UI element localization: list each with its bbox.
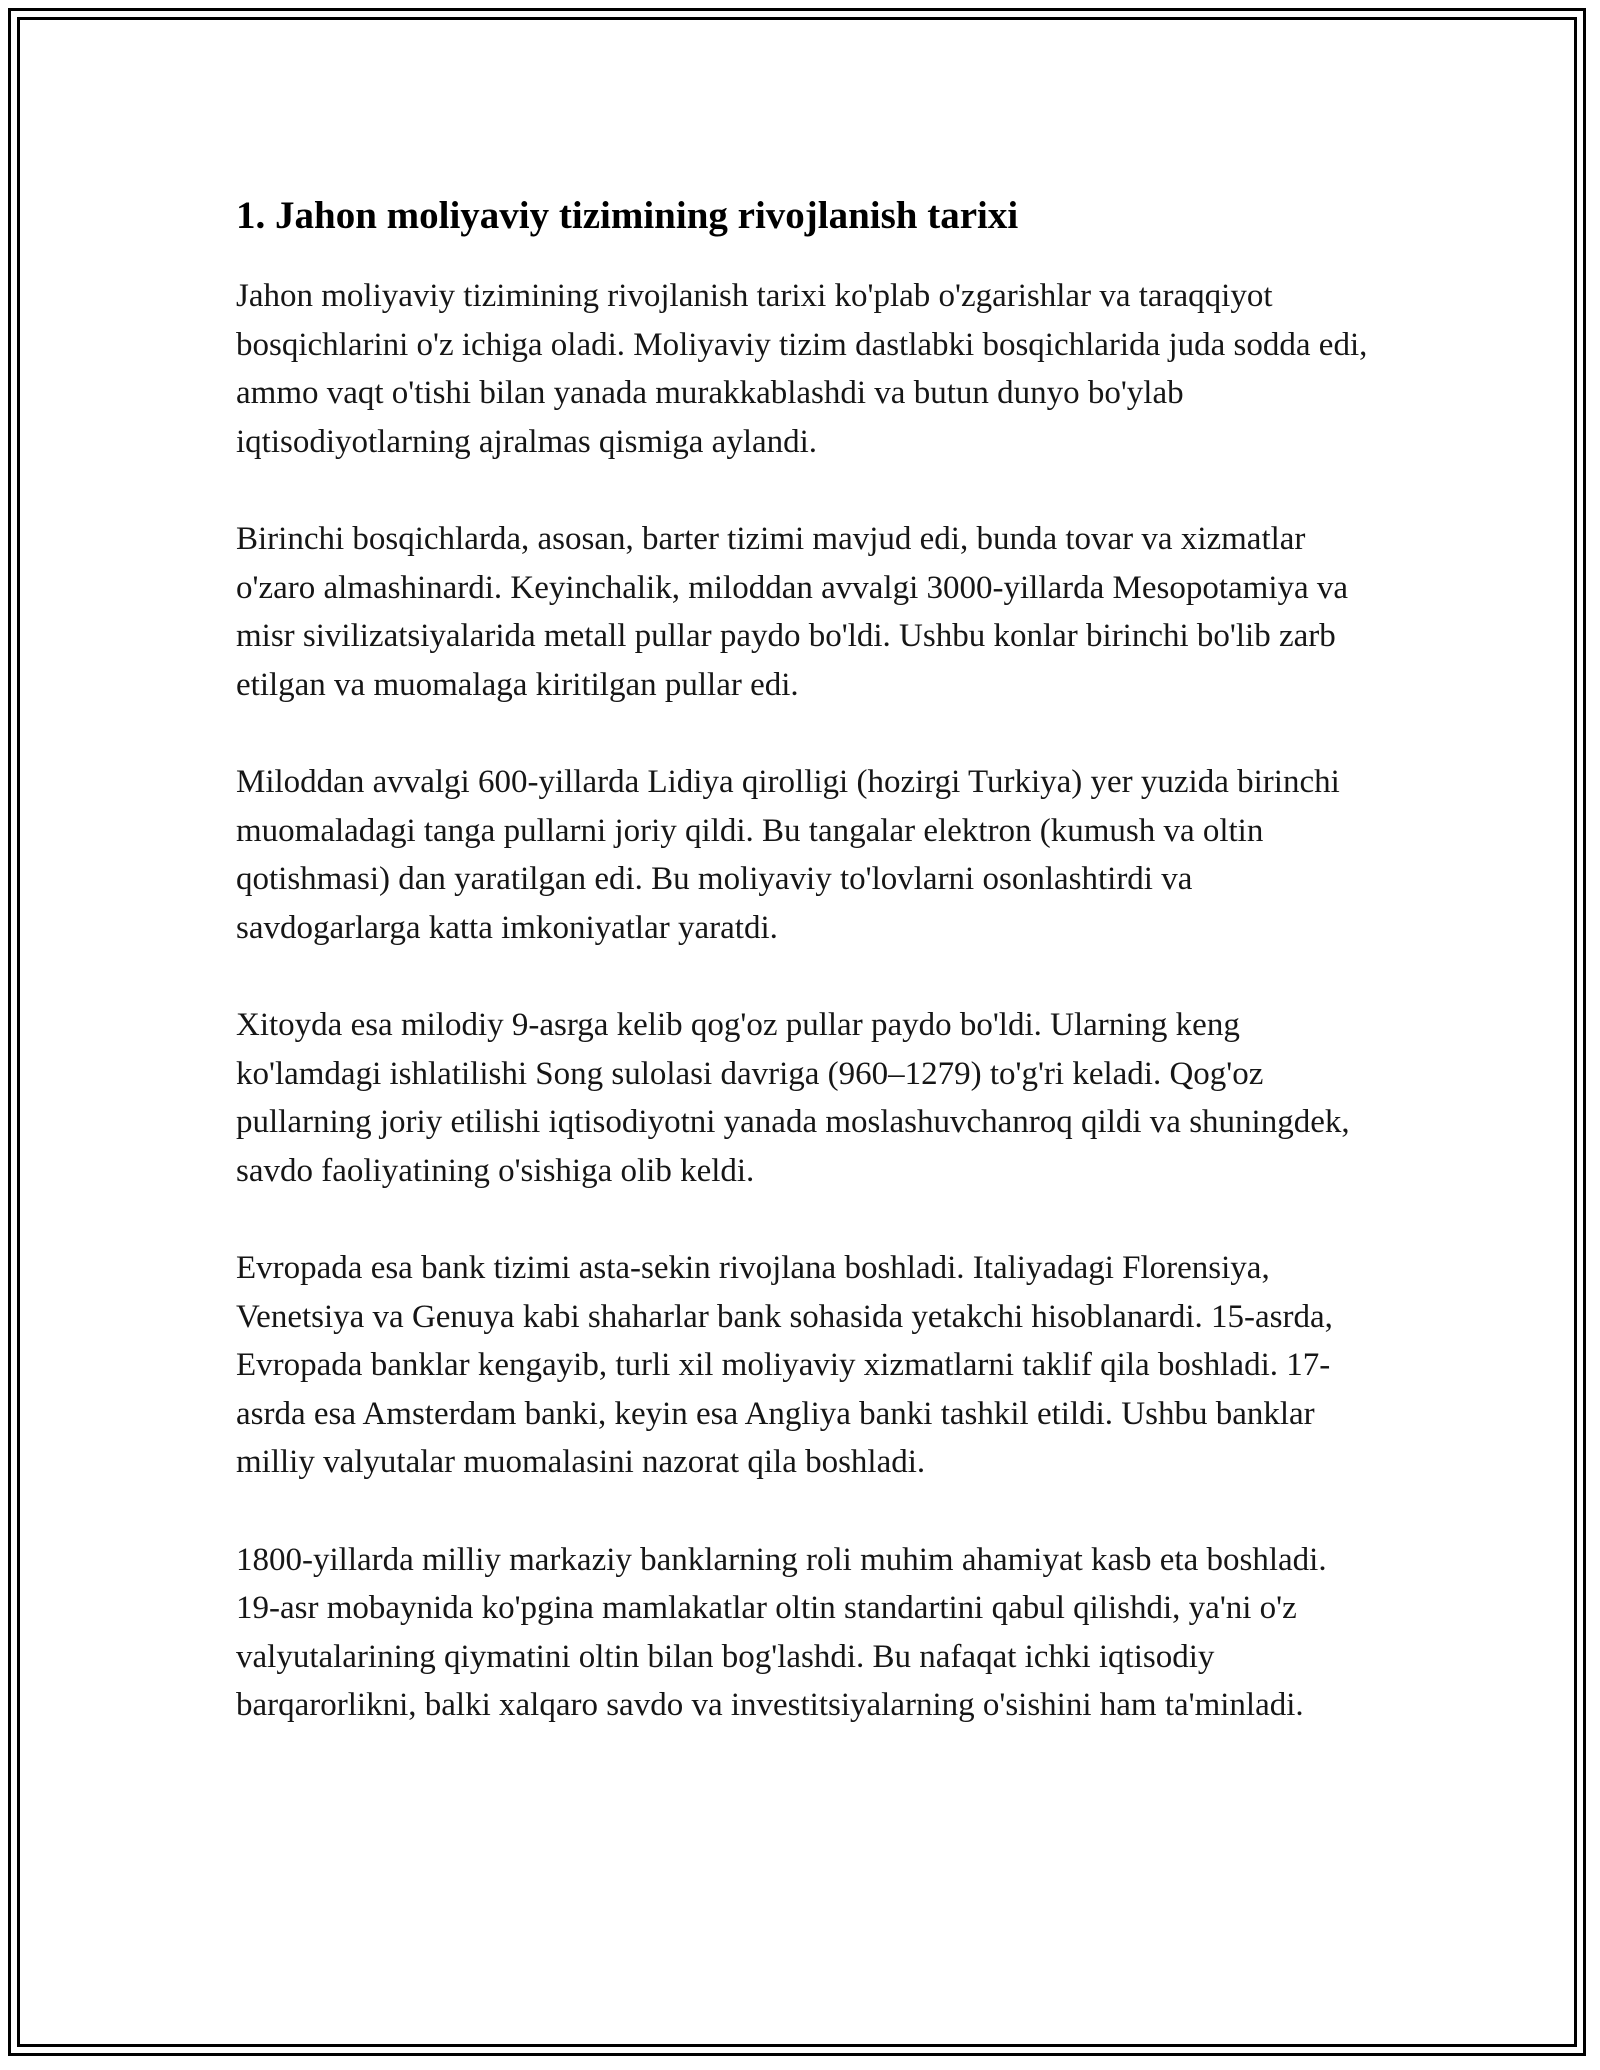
document-body xyxy=(236,188,1376,1779)
paragraph-europe-banks: Evropada esa bank tizimi asta-sekin rivojlana boshladi. Italiyadagi Florensiya, Venetsiya va Genuya kabi shaharlar bank sohasida yetakchi hisoblanardi. 15-asrda, Evropada banklar kengayib, turli xil moliyaviy xizmatlarni taklif qila boshladi. 17-asrda esa Amsterdam banki, keyin esa Angliya banki tashkil etildi. Ushbu banklar milliy valyutalar muomalasini nazorat qila boshladi. xyxy=(236,1250,1333,1480)
paragraph-central-banks: 1800-yillarda milliy markaziy banklarning roli muhim ahamiyat kasb eta boshladi. 19-asr mobaynida ko'pgina mamlakatlar oltin standartini qabul qilishdi, ya'ni o'z valyutalarining qiymatini oltin bilan bog'lashdi. Bu nafaqat ichki iqtisodiy barqarorlikni, balki xalqaro savdo va investitsiyalarning o'sishini ham ta'minladi. xyxy=(236,1541,1327,1723)
paragraph-china-paper-money: Xitoyda esa milodiy 9-asrga kelib qog'oz pullar paydo bo'ldi. Ularning keng ko'lamdagi ishlatilishi Song sulolasi davriga (960–1279) to'g'ri keladi. Qog'oz pullarning joriy etilishi iqtisodiyotni yanada moslashuvchanroq qildi va shuningdek, savdo faoliyatining o'sishiga olib keldi. xyxy=(236,1007,1350,1189)
section-heading: 1. Jahon moliyaviy tizimining rivojlanish tarixi xyxy=(236,194,1019,237)
paragraph-intro: Jahon moliyaviy tizimining rivojlanish tarixi ko'plab o'zgarishlar va taraqqiyot bosqichlarini o'z ichiga oladi. Moliyaviy tizim dastlabki bosqichlarida juda sodda edi, ammo vaqt o'tishi bilan yanada murakkablashdi va butun dunyo bo'ylab iqtisodiyotlarning ajralmas qismiga aylandi. xyxy=(236,278,1368,460)
paragraph-barter: Birinchi bosqichlarda, asosan, barter tizimi mavjud edi, bunda tovar va xizmatlar o'zaro almashinardi. Keyinchalik, miloddan avvalgi 3000-yillarda Mesopotamiya va misr sivilizatsiyalarida metall pullar paydo bo'ldi. Ushbu konlar birinchi bo'lib zarb etilgan va muomalaga kiritilgan pullar edi. xyxy=(236,521,1349,703)
paragraph-lydia-coins: Miloddan avvalgi 600-yillarda Lidiya qirolligi (hozirgi Turkiya) yer yuzida birinchi muomaladagi tanga pullarni joriy qildi. Bu tangalar elektron (kumush va oltin qotishmasi) dan yaratilgan edi. Bu moliyaviy to'lovlarni osonlashtirdi va savdogarlarga katta imkoniyatlar yaratdi. xyxy=(236,764,1340,946)
